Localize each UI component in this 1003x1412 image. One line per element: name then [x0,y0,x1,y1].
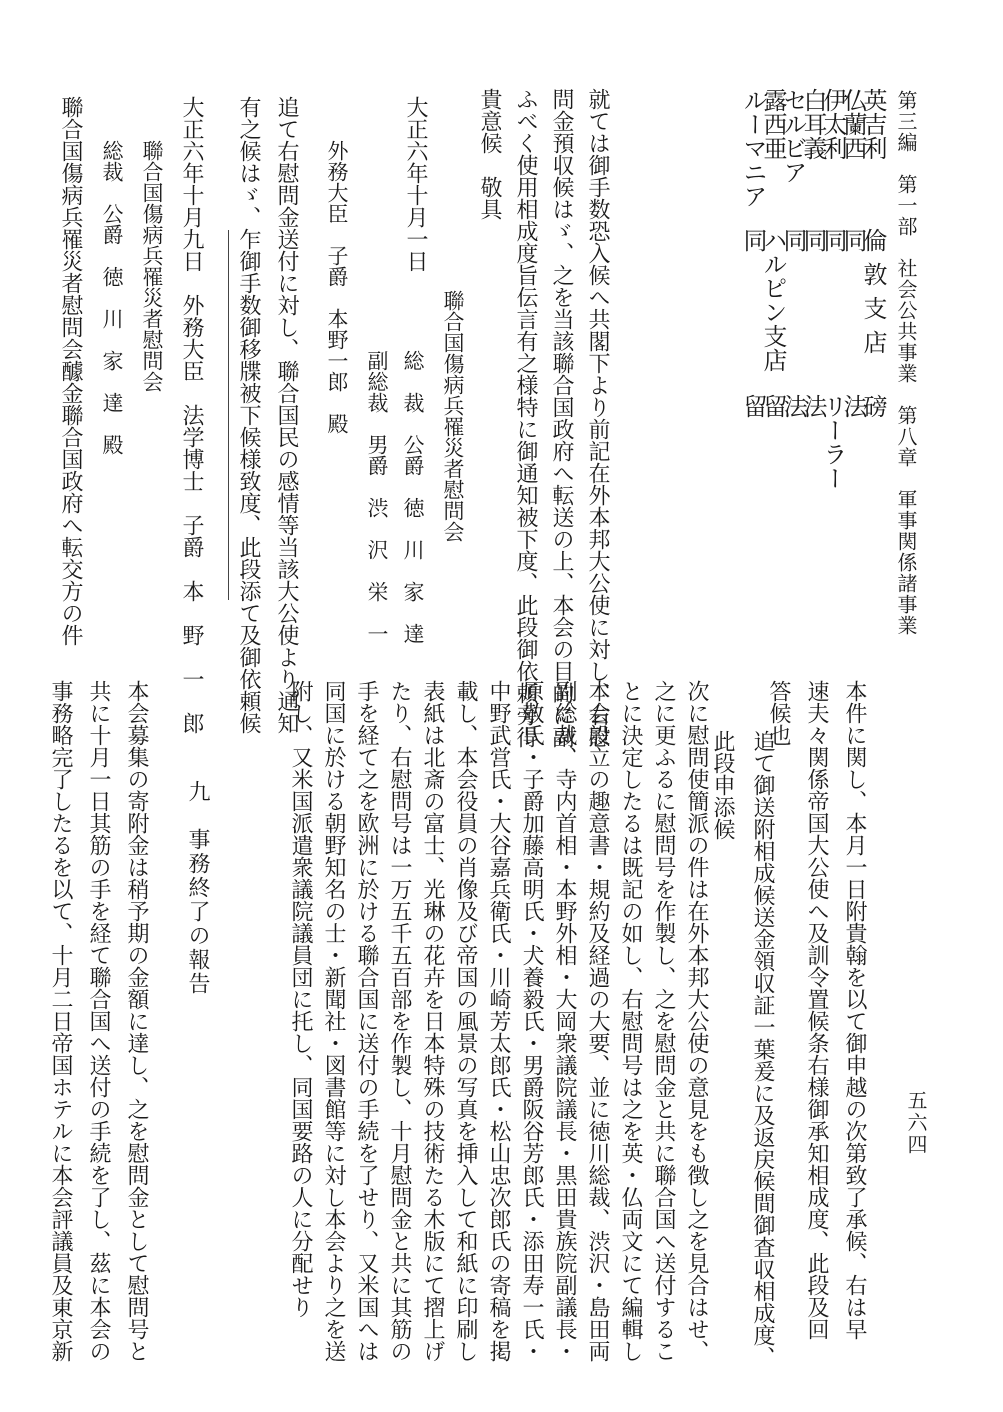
text-line: 有之候はゞ、乍御手数御移牒被下候様致度、此段添て及御依頼候 [236,96,261,734]
text-line: 中野武営氏・大谷嘉兵衛氏・川崎芳太郎氏・松山忠次郎氏の寄稿を掲 [486,680,511,1362]
reply-addressee: 総裁 公爵 徳 川 家 達 殿 [100,140,124,455]
text-line: 本会募集の寄附金は稍予期の金額に達し、之を慰問金として慰問号と [124,680,149,1362]
branch-location: 同 [839,228,867,252]
text-line: たり、右慰問号は一万五千五百部を作製し、十月慰問金と共に其筋の [387,680,412,1362]
text-line: 就ては御手数恐入候へ共閣下より前記在外本邦大公使に対し、右慰 [585,88,610,748]
text-line: 表紙は北斎の富士、光琳の花卉を日本特殊の技術たる木版にて摺上げ [420,680,445,1362]
branch-currency: 法 [839,394,867,418]
text-line: 原敬氏・子爵加藤高明氏・犬養毅氏・男爵阪谷芳郎氏・添田寿一氏・ [519,680,544,1362]
text-line: 追て御送附相成候送金領収証一葉爰に及返戻候間御査収相成度、 [750,730,775,1368]
branch-currency: 留 [739,394,767,418]
branch-country: ルーマニア [739,88,767,208]
branch-currency: 法 [799,394,827,418]
branch-location: ハルピン支店 [759,228,787,372]
text-line: 載し、本会役員の肖像及び帝国の風景の写真を挿入して和紙に印刷し [453,680,478,1362]
text-line: 問金預収候はゞ、之を当該聯合国政府へ転送の上、本会の目的に副 [549,88,574,748]
running-header: 第三編 第一部 社会公共事業 第八章 軍事関係諸事業 [894,90,918,636]
text-line: 本件に関し、本月一日附貴翰を以て御申越の次第致了承候、右は早 [842,680,867,1340]
postscript [237,96,297,734]
text-line: 貴意候 敬具 [477,88,502,220]
reply-body [767,680,865,1340]
divider-rule [228,230,229,600]
branch-country: 英吉利 [859,88,887,160]
text-line: 事務略完了したるを以て、十月二日帝国ホテルに本会評議員及東京新 [48,680,73,1362]
text-line: 此段申添候 [710,730,735,840]
sender-org: 聯合国傷病兵罹災者慰問会 [441,290,465,542]
reply-date-line: 大正六年十月九日 外務大臣 法学博士 子爵 本 野 一 郎 [179,96,204,734]
narrative-paragraph [289,680,707,1362]
branch-currency: 法 [779,394,807,418]
sender-president: 総 裁 公爵 徳 川 家 達 [401,350,425,644]
conclusion-paragraph [49,680,147,1362]
subject-heading: 聯合国傷病兵罹災者慰問会醵金聯合国政府へ転交方の件 [58,96,83,646]
branch-location: 倫敦支店 [859,228,887,364]
sender-vice: 副総裁 男爵 渋 沢 栄 一 [365,350,389,644]
text-line: 同国に於ける朝野知名の士・新聞社・図書館等に対し本会より之を送 [321,680,346,1362]
text-line: 副総裁、寺内首相・本野外相・大岡衆議院議長・黒田貴族院副議長・ [552,680,577,1362]
page-number: 五六四 [904,1090,928,1156]
text-line: 次に慰問使簡派の件は在外本邦大公使の意見をも徴し之を見合はせ、 [684,680,709,1362]
text-line: 之に更ふるに慰問号を作製し、之を慰問金と共に聯合国へ送付するこ [651,680,676,1362]
section-heading: 九 事務終了の報告 [185,780,210,996]
branch-currency: 留 [759,394,787,418]
branch-currency: リーラー [819,394,847,490]
branch-currency: 磅 [859,394,887,418]
text-line: 答候也 [766,680,791,746]
branch-location: 同 [819,228,847,252]
text-line: 速夫々関係帝国大公使へ及訓令置候条右様御承知相成度、此段及回 [804,680,829,1340]
branch-country: セルビア [779,88,807,184]
letter-body [478,88,608,748]
reply-org: 聯合国傷病兵罹災者慰問会 [140,140,164,392]
branch-country: 伊太利 [819,88,847,160]
letter-date: 大正六年十月一日 [403,96,428,272]
text-line: 手を経て之を欧洲に於ける聯合国に送付の手続を了せり、又米国へは [354,680,379,1362]
branch-location: 同 [739,228,767,252]
text-line: 共に十月一日其筋の手を経て聯合国へ送付の手続を了し、茲に本会の [86,680,111,1362]
branch-country: 仏蘭西 [839,88,867,160]
branch-country: 露西亜 [759,88,787,160]
branch-location: 同 [779,228,807,252]
text-line: とに決定したるは既記の如し、右慰問号は之を英・仏両文にて編輯し [618,680,643,1362]
branch-list [739,88,887,628]
text-line: ふべく使用相成度旨伝言有之様特に御通知被下度、此段御依頼旁得 [513,88,538,748]
branch-location: 同 [799,228,827,252]
text-line: 追て右慰問金送付に対し、聯合国民の感情等当該大公使より通知 [274,96,299,734]
text-line: 附し、又米国派遣衆議院議員団に托し、同国要路の人に分配せり [288,680,313,1318]
reply-postscript [711,730,773,1368]
text-line: 本会設立の趣意書・規約及経過の大要、並に徳川総裁、渋沢・島田両 [585,680,610,1362]
branch-country: 白耳義 [799,88,827,160]
addressee: 外務大臣 子爵 本野一郎 殿 [325,140,349,434]
